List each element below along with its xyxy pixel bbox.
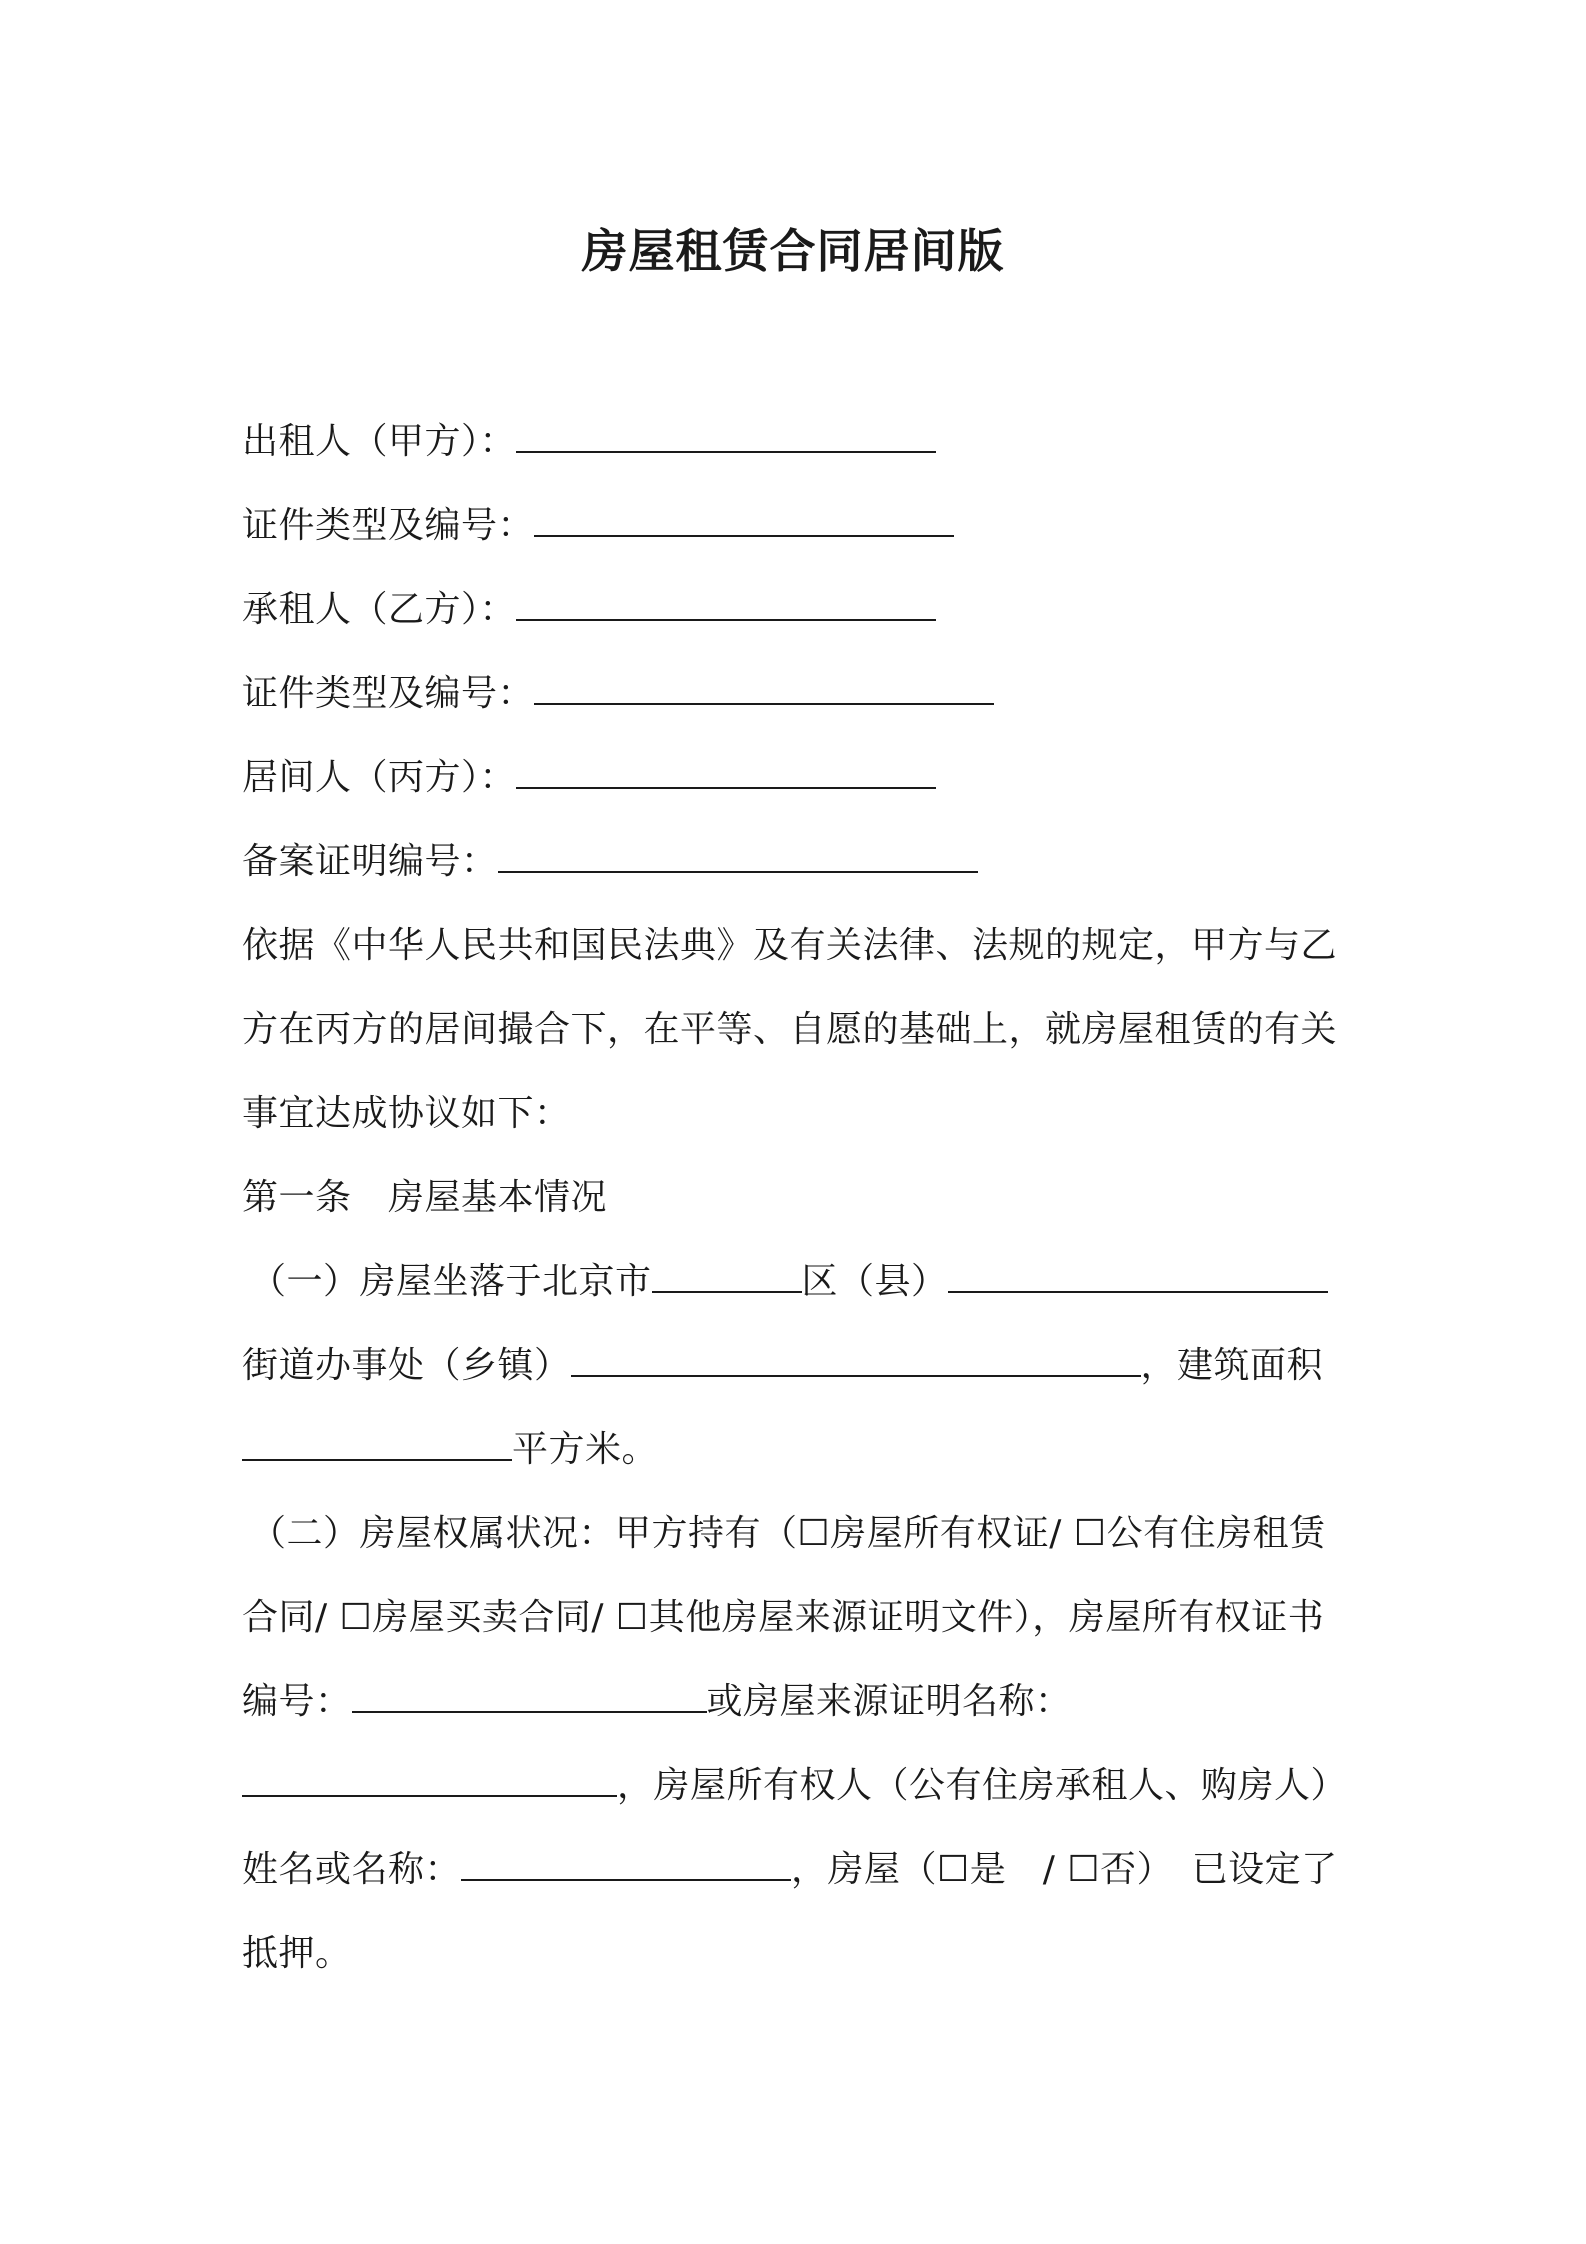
lessee-id-line [242,665,994,716]
clause-1-line-2 [242,1337,1323,1388]
clause-1-area-label: ，建筑面积 [1140,1345,1324,1386]
owner-name-blank[interactable] [461,1849,791,1881]
street-blank[interactable] [571,1345,1141,1377]
lessee-blank[interactable] [516,589,936,621]
lessor-id-label: 证件类型及编号： [242,505,535,546]
record-number-label: 备案证明编号： [242,841,498,882]
lessor-id-blank[interactable] [534,505,954,537]
intermediary-label: 居间人（丙方）： [242,757,517,798]
record-number-line [242,833,978,884]
clause-2-line-6: 抵押。 [242,1933,352,1974]
lessee-id-label: 证件类型及编号： [242,673,535,714]
clause-2-line-4 [242,1757,1347,1808]
clause-2-line-5 [242,1841,1338,1892]
clause-2-line-2: 合同/ ☐房屋买卖合同/ ☐其他房屋来源证明文件），房屋所有权证书 [242,1597,1325,1638]
certificate-number-blank[interactable] [352,1681,707,1713]
county-blank[interactable] [948,1261,1328,1293]
preamble-line-1: 依据《中华人民共和国民法典》及有关法律、法规的规定，甲方与乙 [242,925,1338,966]
lessor-id-line [242,497,954,548]
clause-2-line-1: （二）房屋权属状况：甲方持有（☐房屋所有权证/ ☐公有住房租赁 [250,1513,1326,1554]
clause-1-unit-label: 平方米。 [512,1429,659,1470]
article-1-heading: 第一条 房屋基本情况 [242,1177,608,1218]
intermediary-line [242,749,936,800]
source-proof-blank[interactable] [242,1765,617,1797]
intermediary-blank[interactable] [516,757,936,789]
clause-1-line-3 [242,1421,658,1472]
clause-1-line-1 [250,1253,1328,1304]
clause-2-line-3 [242,1673,1072,1724]
preamble-line-2: 方在丙方的居间撮合下，在平等、自愿的基础上，就房屋租赁的有关 [242,1009,1338,1050]
lessee-id-blank[interactable] [534,673,994,705]
lessee-label: 承租人（乙方）： [242,589,517,630]
lessor-blank[interactable] [516,421,936,453]
source-proof-label: 或房屋来源证明名称： [706,1681,1072,1722]
clause-1-street-label: 街道办事处（乡镇） [242,1345,571,1386]
document-title: 房屋租赁合同居间版 [581,224,1005,278]
district-blank[interactable] [652,1261,802,1293]
lessee-line [242,581,936,632]
lessor-label: 出租人（甲方）： [242,421,517,462]
record-number-blank[interactable] [498,841,978,873]
owner-label: ，房屋所有权人（公有住房承租人、购房人） [617,1765,1348,1806]
preamble-line-3: 事宜达成协议如下： [242,1093,571,1134]
clause-1-district-label: 区（县） [801,1261,948,1302]
owner-name-label: 姓名或名称： [242,1849,462,1890]
lessor-line [242,413,936,464]
clause-1-location-label: （一）房屋坐落于北京市 [250,1261,652,1302]
certificate-number-label: 编号： [242,1681,352,1722]
mortgage-label: ，房屋（☐是 / ☐否） 已设定了 [791,1849,1338,1890]
area-blank[interactable] [242,1429,512,1461]
